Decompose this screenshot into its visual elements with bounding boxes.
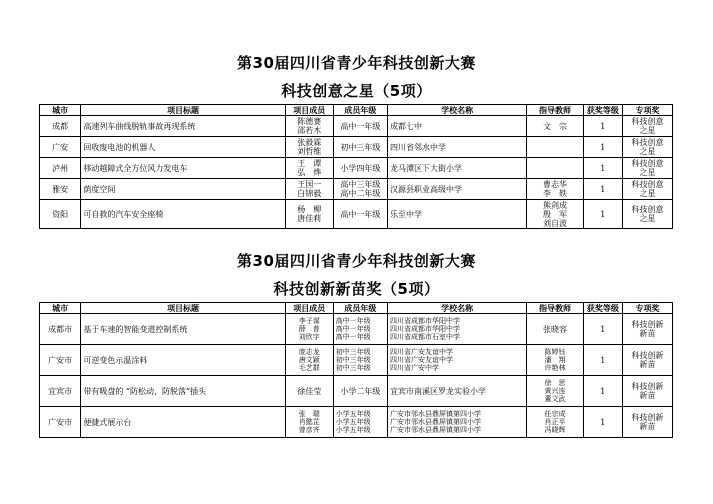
col-header-school: 学校名称 (388, 303, 527, 314)
school-name: 四川省成都市华阳中学 (390, 317, 461, 325)
col-header-teachers: 指导教师 (527, 303, 584, 314)
section1-subtitle: 科技创意之星（5项） (281, 82, 432, 100)
city-cell: 成都市 (40, 314, 81, 345)
table-row (40, 376, 673, 407)
section2-title: 第30届四川省青少年科技创新大赛 (237, 252, 476, 270)
section2-table (39, 302, 673, 438)
members-cell (285, 314, 333, 345)
level-cell: 1 (583, 314, 622, 345)
member-grade: 小学二年级 (340, 386, 381, 396)
level-cell: 1 (583, 407, 622, 438)
members-cell (285, 158, 333, 179)
teachers-cell (527, 376, 584, 407)
member-grade: 高中一年级 (335, 317, 371, 325)
table-row (40, 116, 673, 137)
teachers-cell (527, 200, 584, 229)
col-header-project: 项目标题 (81, 105, 285, 116)
award-line: 新苗 (639, 422, 656, 431)
school-name: 宜宾市南溪区罗龙实验小学 (390, 386, 487, 396)
grades-cell (333, 158, 387, 179)
city-cell: 成都 (40, 116, 81, 137)
award-line: 科技创新 (631, 382, 664, 391)
school-cell (388, 345, 527, 376)
award-line: 科技创意 (631, 180, 664, 189)
grades-cell (333, 137, 387, 158)
school-cell (388, 116, 527, 137)
member-name: 唐文颖 (298, 356, 320, 364)
project-cell: 荫度空间 (81, 179, 285, 200)
section2-header-row (40, 303, 673, 314)
project-cell: 高速列车曲线脱轨事故再现系统 (81, 116, 285, 137)
school-cell (388, 376, 527, 407)
teachers-cell (527, 116, 584, 137)
school-cell (388, 137, 527, 158)
school-name: 龙马潭区下大街小学 (390, 163, 463, 173)
city-cell: 雅安 (40, 179, 81, 200)
table-row (40, 179, 673, 200)
col-header-school: 学校名称 (388, 105, 527, 116)
section1-table (39, 104, 673, 229)
col-header-level: 获奖等级 (583, 105, 622, 116)
table-row (40, 200, 673, 229)
award-cell (622, 137, 672, 158)
member-name: 刘欣宇 (298, 333, 320, 341)
award-line: 之星 (639, 189, 656, 198)
project-cell: 可逆变色示温涂料 (81, 345, 285, 376)
level-cell: 1 (583, 376, 622, 407)
teacher-name: 任宗成 (544, 410, 566, 418)
members-cell (285, 200, 333, 229)
teachers-cell (527, 314, 584, 345)
project-cell: 基于车速的智能变道控制系统 (81, 314, 285, 345)
school-name: 四川省广安友谊中学 (390, 356, 454, 364)
school-cell (388, 179, 527, 200)
teachers-cell (527, 179, 584, 200)
school-name: 成都七中 (390, 121, 423, 131)
member-name: 李子谋 (298, 317, 320, 325)
col-header-members: 项目成员 (285, 105, 333, 116)
member-name: 陈德赛 (297, 117, 322, 126)
teacher-name: 许艳林 (544, 364, 566, 372)
award-line: 科技创新 (631, 351, 664, 360)
member-grade: 初中三年级 (335, 356, 371, 364)
table-row (40, 137, 673, 158)
grades-cell (333, 376, 387, 407)
award-line: 新苗 (639, 391, 656, 400)
member-name: 肖懿芷 (298, 418, 320, 426)
member-name: 邵若木 (297, 126, 322, 135)
col-header-project: 项目标题 (81, 303, 285, 314)
members-cell (285, 116, 333, 137)
school-name: 四川省广安中学 (390, 364, 440, 372)
grades-cell (333, 200, 387, 229)
award-line: 之星 (639, 214, 656, 223)
teachers-cell (527, 158, 584, 179)
member-name: 薛 普 (298, 325, 320, 333)
grades-cell (333, 345, 387, 376)
teacher-name: 董文武 (544, 395, 566, 403)
award-cell (622, 376, 672, 407)
award-line: 之星 (639, 147, 656, 156)
city-cell: 泸州 (40, 158, 81, 179)
grades-cell (333, 116, 387, 137)
award-cell (622, 314, 672, 345)
award-cell (622, 407, 672, 438)
member-grade: 小学五年级 (335, 418, 371, 426)
level-cell: 1 (583, 345, 622, 376)
city-cell: 宜宾市 (40, 376, 81, 407)
project-cell: 回收废电池的机器人 (81, 137, 285, 158)
grades-cell (333, 314, 387, 345)
teacher-name: 文 宗 (542, 121, 567, 131)
section1-header-row (40, 105, 673, 116)
teachers-cell (527, 407, 584, 438)
members-cell (285, 345, 333, 376)
award-line: 之星 (639, 168, 656, 177)
teacher-name: 肖正平 (544, 418, 566, 426)
member-grade: 初中三年级 (335, 364, 371, 372)
teacher-name: 张晓容 (542, 324, 567, 334)
table-row (40, 314, 673, 345)
teacher-name: 陈婷钰 (544, 348, 566, 356)
member-grade: 初中三年级 (335, 348, 371, 356)
members-cell (285, 137, 333, 158)
school-name: 四川省邻水中学 (390, 142, 447, 152)
school-name: 汉源县职业高级中学 (390, 184, 463, 194)
section2-subtitle: 科技创新新苗奖（5项） (273, 280, 440, 298)
teacher-name: 李 轶 (542, 189, 567, 198)
member-name: 白锦毅 (297, 189, 322, 198)
school-name: 四川省广安友谊中学 (390, 348, 454, 356)
teacher-name: 黄兴连 (544, 387, 566, 395)
col-header-teachers: 指导教师 (527, 105, 584, 116)
school-name: 广安市邻水县鼎屏镇第四小学 (390, 426, 482, 434)
member-name: 杨 柳 (297, 205, 322, 214)
level-cell: 1 (583, 200, 622, 229)
award-line: 科技创意 (631, 117, 664, 126)
table-row (40, 158, 673, 179)
teacher-name: 曹志华 (542, 180, 567, 189)
members-cell (285, 376, 333, 407)
award-cell (622, 158, 672, 179)
teacher-name: 冯晓辉 (544, 426, 566, 434)
col-header-award: 专项奖 (622, 105, 672, 116)
member-grade: 高中一年级 (340, 209, 381, 219)
school-name: 四川省成都市华阳中学 (390, 325, 461, 333)
award-line: 科技创新 (631, 320, 664, 329)
member-grade: 小学五年级 (335, 426, 371, 434)
award-line: 之星 (639, 126, 656, 135)
school-cell (388, 200, 527, 229)
member-name: 徐佳莹 (297, 386, 322, 396)
col-header-city: 城市 (40, 105, 81, 116)
city-cell: 广安 (40, 137, 81, 158)
award-cell (622, 200, 672, 229)
teacher-name: 殷 军 (542, 209, 567, 219)
project-cell: 便捷式展示台 (81, 407, 285, 438)
member-name: 曾彦齐 (298, 426, 320, 434)
project-cell: 移动越障式全方位风力发电车 (81, 158, 285, 179)
award-line: 科技创新 (631, 413, 664, 422)
school-cell (388, 158, 527, 179)
members-cell (285, 179, 333, 200)
section1-title: 第30届四川省青少年科技创新大赛 (237, 54, 476, 72)
member-name: 王国一 (297, 180, 322, 189)
level-cell: 1 (583, 158, 622, 179)
project-cell: 带有吸盘的 “防松动，防脱落”插头 (81, 376, 285, 407)
teacher-name: 徐 思 (544, 379, 566, 387)
member-name: 刘哲维 (297, 147, 322, 156)
grades-cell (333, 179, 387, 200)
member-grade: 高中一年级 (340, 121, 381, 131)
member-grade: 初中三年级 (340, 142, 381, 152)
project-cell: 可自救的汽车安全座椅 (81, 200, 285, 229)
col-header-award: 专项奖 (622, 303, 672, 314)
member-grade: 高中一年级 (335, 333, 371, 341)
col-header-members: 项目成员 (285, 303, 333, 314)
teachers-cell (527, 345, 584, 376)
table-row (40, 345, 673, 376)
award-cell (622, 179, 672, 200)
teacher-name: 熊剑成 (542, 200, 567, 210)
award-line: 科技创意 (631, 159, 664, 168)
school-cell (388, 407, 527, 438)
school-name: 四川省成都市石室中学 (390, 333, 461, 341)
level-cell: 1 (583, 116, 622, 137)
school-name: 广安市邻水县鼎屏镇第四小学 (390, 410, 482, 418)
award-line: 新苗 (639, 360, 656, 369)
level-cell: 1 (583, 179, 622, 200)
members-cell (285, 407, 333, 438)
grades-cell (333, 407, 387, 438)
school-name: 乐至中学 (390, 209, 423, 219)
member-name: 庞志龙 (298, 348, 320, 356)
city-cell: 广安市 (40, 345, 81, 376)
school-cell (388, 314, 527, 345)
city-cell: 广安市 (40, 407, 81, 438)
award-cell (622, 116, 672, 137)
member-name: 张毅霖 (297, 138, 322, 147)
level-cell: 1 (583, 137, 622, 158)
col-header-level: 获奖等级 (583, 303, 622, 314)
table-row (40, 407, 673, 438)
member-name: 弘 烨 (297, 168, 322, 177)
member-name: 张 瑞 (298, 410, 320, 418)
col-header-city: 城市 (40, 303, 81, 314)
school-name: 广安市邻水县鼎屏镇第四小学 (390, 418, 482, 426)
member-grade: 高中一年级 (335, 325, 371, 333)
award-cell (622, 345, 672, 376)
member-grade: 高中三年级 (340, 180, 381, 189)
city-cell: 资阳 (40, 200, 81, 229)
member-grade: 小学五年级 (335, 410, 371, 418)
award-line: 科技创意 (631, 205, 664, 214)
col-header-grades: 成员年级 (333, 303, 387, 314)
member-name: 王 谭 (297, 159, 322, 168)
teachers-cell (527, 137, 584, 158)
member-grade: 高中二年级 (340, 189, 381, 198)
teacher-name: 潘 翔 (544, 356, 566, 364)
member-name: 毛艺群 (298, 364, 320, 372)
award-line: 新苗 (639, 329, 656, 338)
member-grade: 小学四年级 (340, 163, 381, 173)
col-header-grades: 成员年级 (333, 105, 387, 116)
member-name: 唐佳莉 (297, 214, 322, 223)
teacher-name: 刘自波 (542, 218, 567, 228)
award-line: 科技创意 (631, 138, 664, 147)
